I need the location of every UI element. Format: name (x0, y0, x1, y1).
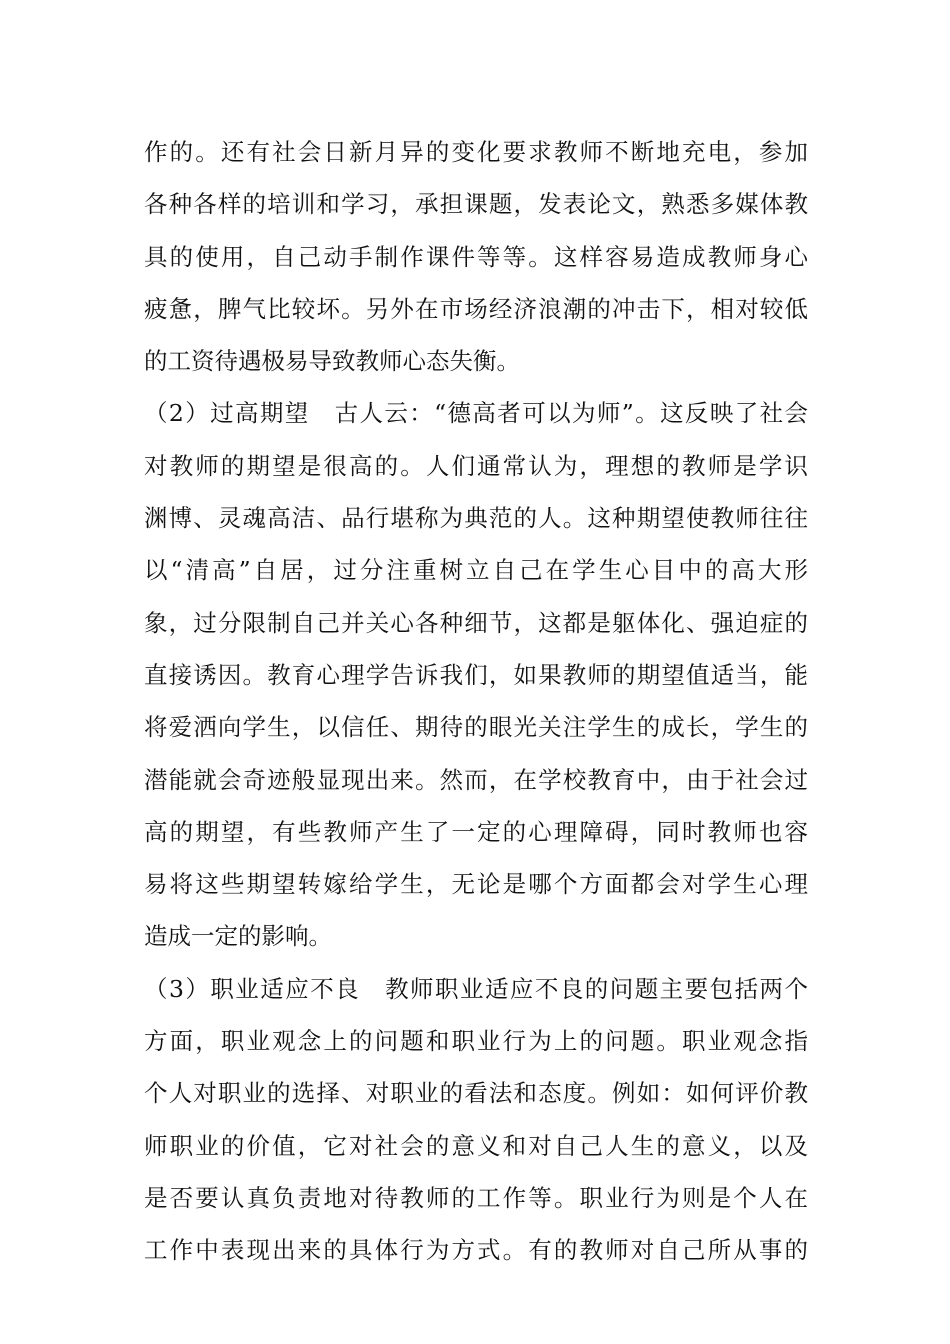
text-line: 造成一定的影响。 (144, 922, 332, 951)
text-line: 工作中表现出来的具体行为方式。有的教师对自己所从事的 (144, 1236, 808, 1265)
text-line: 具的使用，自己动手制作课件等等。这样容易造成教师身心 (144, 242, 808, 271)
text-line: 各种各样的培训和学习，承担课题，发表论文，熟悉多媒体教 (144, 190, 808, 219)
text-line: 以“清高”自居，过分注重树立自己在学生心目中的高大形 (144, 556, 808, 585)
text-line: 的工资待遇极易导致教师心态失衡。 (144, 347, 520, 376)
text-line: （3）职业适应不良 教师职业适应不良的问题主要包括两个 (144, 974, 808, 1003)
text-line: （2）过高期望 古人云：“德高者可以为师”。这反映了社会 (144, 399, 808, 428)
text-line: 将爱洒向学生，以信任、期待的眼光关注学生的成长，学生的 (144, 713, 808, 742)
text-line: 是否要认真负责地对待教师的工作等。职业行为则是个人在 (144, 1183, 808, 1212)
text-line: 高的期望，有些教师产生了一定的心理障碍，同时教师也容 (144, 817, 808, 846)
body-text (144, 126, 808, 1277)
text-line: 方面，职业观念上的问题和职业行为上的问题。职业观念指 (144, 1027, 808, 1056)
text-line: 易将这些期望转嫁给学生，无论是哪个方面都会对学生心理 (144, 870, 808, 899)
text-line: 师职业的价值，它对社会的意义和对自己人生的意义，以及 (144, 1131, 808, 1160)
text-line: 个人对职业的选择、对职业的看法和态度。例如：如何评价教 (144, 1079, 808, 1108)
text-line: 渊博、灵魂高洁、品行堪称为典范的人。这种期望使教师往往 (144, 504, 808, 533)
text-line: 对教师的期望是很高的。人们通常认为，理想的教师是学识 (144, 451, 808, 480)
text-line: 作的。还有社会日新月异的变化要求教师不断地充电，参加 (144, 138, 808, 166)
text-line: 象，过分限制自己并关心各种细节，这都是躯体化、强迫症的 (144, 608, 808, 637)
text-line: 直接诱因。教育心理学告诉我们，如果教师的期望值适当，能 (144, 660, 808, 689)
text-line: 潜能就会奇迹般显现出来。然而，在学校教育中，由于社会过 (144, 765, 808, 794)
text-line: 疲惫，脾气比较坏。另外在市场经济浪潮的冲击下，相对较低 (144, 294, 808, 323)
